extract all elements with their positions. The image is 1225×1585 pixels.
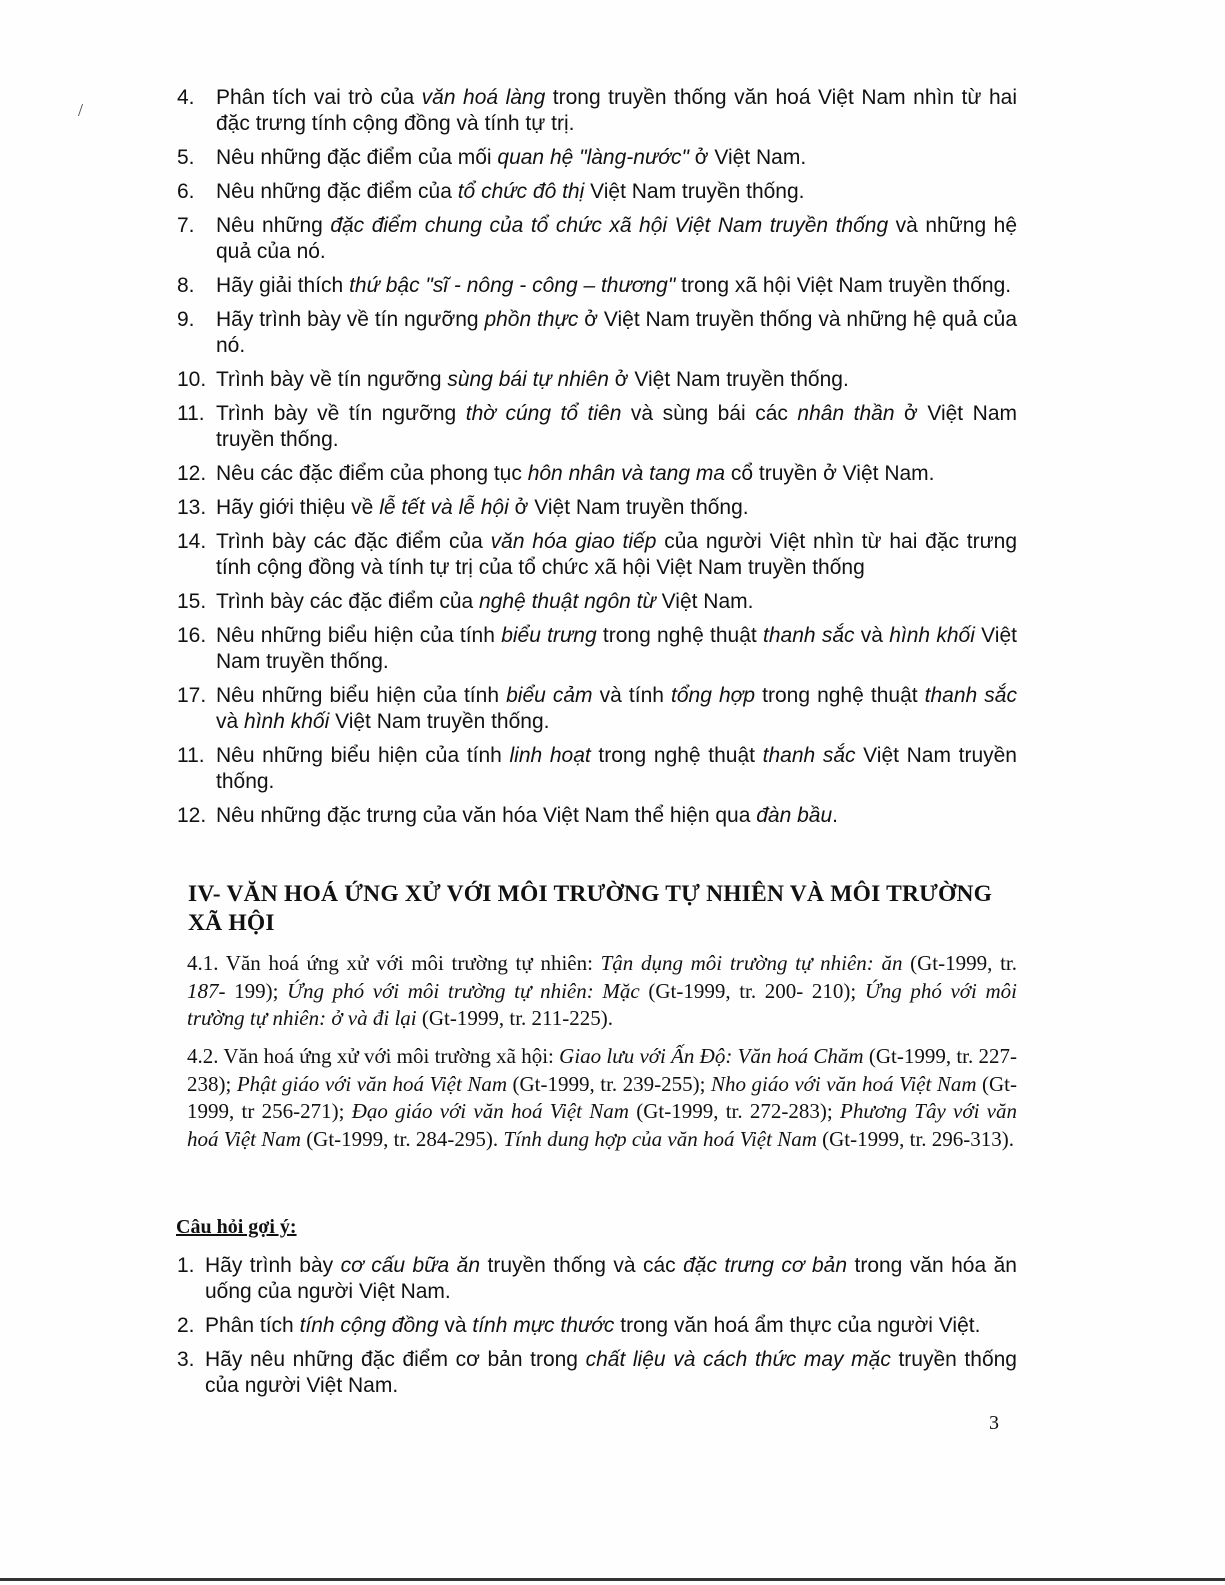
italic-text-segment: văn hoá làng — [421, 86, 546, 109]
text-segment: Trình bày các đặc điểm của — [216, 530, 491, 553]
question-list-bottom — [177, 1253, 1017, 1407]
italic-text-segment: Tính dung hợp của văn hoá Việt Nam — [503, 1126, 817, 1151]
text-segment: Hãy giới thiệu về — [216, 496, 380, 519]
question-number: 11. — [177, 744, 205, 767]
question-text — [216, 368, 849, 391]
italic-text-segment: đàn bầu — [756, 804, 833, 827]
italic-text-segment: đặc trưng cơ bản — [683, 1254, 848, 1277]
question-item — [177, 1313, 1017, 1339]
italic-text-segment: tổ chức đô thị — [457, 180, 585, 203]
italic-text-segment: phồn thực — [484, 308, 579, 331]
text-segment: truyền thống của người Việt Nam. — [205, 1348, 1017, 1397]
question-item — [177, 623, 1017, 675]
italic-text-segment: Phương Tây với văn hoá Việt Nam — [187, 1099, 1017, 1151]
text-segment: (Gt-1999, tr 256-271); — [187, 1071, 1017, 1123]
text-segment: trong văn hóa ăn uống của người Việt Nam. — [205, 1254, 1017, 1303]
question-item — [177, 145, 1017, 171]
text-segment: Hãy trình bày — [205, 1254, 341, 1277]
question-item — [177, 307, 1017, 359]
text-segment: Phân tích vai trò của — [216, 86, 422, 109]
question-number: 2. — [177, 1314, 195, 1337]
italic-text-segment: hình khối — [889, 624, 975, 647]
question-item — [177, 273, 1017, 299]
text-segment: Việt Nam truyền thống. — [329, 710, 550, 733]
text-segment: trong văn hoá ẩm thực của người Việt. — [614, 1314, 981, 1337]
text-segment: - 199); — [218, 978, 288, 1003]
margin-mark: / — [78, 100, 84, 120]
text-segment: Nêu những đặc điểm của mối — [216, 146, 498, 169]
question-number: 17. — [177, 684, 207, 707]
text-segment: (Gt-1999, tr. 211-225). — [416, 1006, 614, 1030]
text-segment: ở Việt Nam truyền thống. — [608, 368, 849, 391]
text-segment: (Gt-1999, tr. 239-255); — [507, 1071, 711, 1096]
text-segment: (Gt-1999, tr. 272-283); — [628, 1099, 841, 1123]
question-text — [216, 308, 1017, 357]
italic-text-segment: quan hệ "làng-nước" — [497, 146, 689, 169]
text-segment: trong nghệ thuật — [755, 684, 925, 707]
question-item — [177, 589, 1017, 615]
italic-text-segment: lễ tết và lễ hội — [379, 496, 509, 519]
text-segment: trong nghệ thuật — [596, 624, 764, 647]
question-text — [216, 624, 1017, 673]
text-segment: 4.2. Văn hoá ứng xử với môi trường xã hội: — [187, 1044, 560, 1068]
question-item — [177, 803, 1017, 829]
italic-text-segment: 187 — [187, 978, 219, 1003]
text-segment: và — [854, 624, 890, 647]
question-item — [177, 743, 1017, 795]
italic-text-segment: thứ bậc "sĩ - nông - công – thương" — [349, 274, 676, 297]
text-segment: . — [832, 804, 839, 827]
text-segment: và tính — [592, 684, 672, 707]
question-number: 4. — [177, 86, 195, 109]
text-segment: (Gt-1999, tr. 227-238); — [187, 1044, 1017, 1096]
italic-text-segment: nghệ thuật ngôn từ — [479, 590, 656, 613]
italic-text-segment: biểu cảm — [506, 684, 593, 707]
question-number: 9. — [177, 308, 195, 331]
text-segment: cổ truyền ở Việt Nam. — [725, 462, 935, 485]
italic-text-segment: linh hoạt — [509, 744, 591, 767]
question-text — [205, 1348, 1017, 1397]
italic-text-segment: biểu trưng — [501, 624, 597, 647]
question-text — [216, 804, 838, 827]
text-segment: Hãy trình bày về tín ngưỡng — [216, 308, 485, 331]
italic-text-segment: nhân thần — [797, 402, 895, 425]
question-item — [177, 529, 1017, 581]
question-text — [205, 1314, 980, 1337]
question-item — [177, 683, 1017, 735]
italic-text-segment: tính cộng đồng — [299, 1314, 439, 1337]
italic-text-segment: Giao lưu với Ấn Độ: Văn hoá Chăm — [559, 1044, 864, 1068]
section-title: IV- VĂN HOÁ ỨNG XỬ VỚI MÔI TRƯỜNG TỰ NHIÊN VÀ MÔI TRƯỜNG XÃ HỘI — [188, 881, 993, 936]
question-item — [177, 401, 1017, 453]
question-text — [216, 462, 935, 485]
text-segment: Việt Nam truyền thống. — [216, 624, 1017, 673]
text-segment: trong truyền thống văn hoá Việt Nam nhìn từ hai đặc trưng tính cộng đồng và tính tự trị. — [216, 86, 1017, 135]
question-text — [216, 530, 1017, 579]
italic-text-segment: chất liệu và cách thức may mặc — [585, 1348, 891, 1371]
italic-text-segment: tính mực thước — [472, 1314, 615, 1337]
text-segment: Hãy giải thích — [216, 274, 350, 297]
question-item — [177, 213, 1017, 265]
question-list-top — [177, 85, 1017, 837]
question-number: 16. — [177, 624, 207, 647]
italic-text-segment: thờ cúng tổ tiên — [465, 402, 622, 425]
text-segment: Nêu những biểu hiện của tính — [216, 624, 502, 647]
text-segment: Trình bày các đặc điểm của — [216, 590, 480, 613]
text-segment: của người Việt nhìn từ hai đặc trưng tính cộng đồng và tính tự trị của tổ chức xã hội Việt Nam truyền thống — [216, 530, 1017, 579]
question-item — [177, 1253, 1017, 1305]
question-number: 3. — [177, 1348, 195, 1371]
text-segment: Nêu những đặc trưng của văn hóa Việt Nam thể hiện qua — [216, 804, 757, 827]
text-segment: ở Việt Nam truyền thống và những hệ quả của nó. — [216, 308, 1017, 357]
question-item — [177, 179, 1017, 205]
italic-text-segment: đặc điểm chung của tổ chức xã hội Việt Nam truyền thống — [330, 214, 889, 237]
italic-text-segment: Ứng phó với môi trường tự nhiên: Mặc — [287, 978, 640, 1003]
question-text — [216, 744, 1017, 793]
question-number: 7. — [177, 214, 195, 237]
question-item — [177, 85, 1017, 137]
paragraph-4-1 — [187, 950, 1017, 1033]
text-segment: (Gt-1999, tr. 200- 210); — [639, 978, 865, 1003]
text-segment: trong nghệ thuật — [590, 744, 763, 767]
italic-text-segment: thanh sắc — [924, 684, 1017, 707]
italic-text-segment: Đạo giáo với văn hoá Việt Nam — [351, 1099, 629, 1123]
question-item — [177, 495, 1017, 521]
italic-text-segment: Nho giáo với văn hoá Việt Nam — [711, 1071, 977, 1096]
question-text — [216, 86, 1017, 135]
text-segment: và sùng bái các — [621, 402, 798, 425]
italic-text-segment: hình khối — [244, 710, 330, 733]
question-number: 10. — [177, 368, 207, 391]
text-segment: Việt Nam truyền thống. — [584, 180, 805, 203]
question-item — [177, 1347, 1017, 1399]
text-segment: Việt Nam. — [655, 590, 754, 613]
text-segment: ở Việt Nam. — [688, 146, 807, 169]
question-text — [216, 146, 806, 169]
text-segment: Việt Nam truyền thống. — [216, 744, 1017, 793]
text-segment: Trình bày về tín ngưỡng — [216, 402, 466, 425]
suggested-questions-heading: Câu hỏi gợi ý: — [176, 1216, 297, 1238]
question-text — [216, 496, 749, 519]
text-segment: Nêu các đặc điểm của phong tục — [216, 462, 528, 485]
question-text — [216, 274, 1011, 297]
question-number: 15. — [177, 590, 207, 613]
paragraph-4-2 — [187, 1043, 1017, 1153]
question-text — [216, 402, 1017, 451]
text-segment: 4.1. Văn hoá ứng xử với môi trường tự nhiên: — [187, 951, 601, 975]
text-segment: và — [216, 710, 245, 733]
italic-text-segment: Ứng phó với môi trường tự nhiên: ở và đi lại — [187, 978, 1017, 1030]
question-text — [216, 684, 1017, 733]
text-segment: (Gt-1999, tr. — [902, 951, 1017, 975]
question-item — [177, 461, 1017, 487]
italic-text-segment: Tận dụng môi trường tự nhiên: ăn — [600, 951, 903, 975]
text-segment: truyền thống và các — [480, 1254, 684, 1277]
italic-text-segment: hôn nhân và tang ma — [527, 462, 726, 485]
text-segment: ở Việt Nam truyền thống. — [508, 496, 749, 519]
text-segment: (Gt-1999, tr. 284-295). — [300, 1126, 504, 1151]
question-text — [216, 214, 1017, 263]
question-text — [216, 590, 753, 613]
question-number: 1. — [177, 1254, 195, 1277]
italic-text-segment: tổng hợp — [671, 684, 756, 707]
text-segment: Trình bày về tín ngưỡng — [216, 368, 448, 391]
question-number: 14. — [177, 530, 207, 553]
italic-text-segment: cơ cấu bữa ăn — [340, 1254, 481, 1277]
question-number: 11. — [177, 402, 205, 425]
text-segment: Hãy nêu những đặc điểm cơ bản trong — [205, 1348, 586, 1371]
text-segment: Nêu những biểu hiện của tính — [216, 684, 507, 707]
question-number: 5. — [177, 146, 195, 169]
scan-edge-line — [0, 1578, 1225, 1581]
question-number: 13. — [177, 496, 207, 519]
italic-text-segment: văn hóa giao tiếp — [490, 530, 657, 553]
text-segment: Phân tích — [205, 1314, 300, 1337]
text-segment: và — [438, 1314, 473, 1337]
text-segment: Nêu những đặc điểm của — [216, 180, 458, 203]
text-segment: và những hệ quả của nó. — [216, 214, 1017, 263]
text-segment: (Gt-1999, tr. 296-313). — [816, 1126, 1015, 1151]
italic-text-segment: sùng bái tự nhiên — [447, 368, 609, 391]
italic-text-segment: thanh sắc — [763, 624, 855, 647]
page-number: 3 — [989, 1412, 999, 1434]
question-item — [177, 367, 1017, 393]
italic-text-segment: thanh sắc — [762, 744, 856, 767]
text-segment: trong xã hội Việt Nam truyền thống. — [675, 274, 1012, 297]
question-text — [205, 1254, 1017, 1303]
text-segment: Nêu những biểu hiện của tính — [216, 744, 510, 767]
question-number: 6. — [177, 180, 195, 203]
text-segment: ở Việt Nam truyền thống. — [216, 402, 1017, 451]
question-text — [216, 180, 805, 203]
question-number: 12. — [177, 804, 207, 827]
italic-text-segment: Phật giáo với văn hoá Việt Nam — [236, 1071, 507, 1096]
text-segment: Nêu những — [216, 214, 331, 237]
question-number: 12. — [177, 462, 207, 485]
question-number: 8. — [177, 274, 195, 297]
